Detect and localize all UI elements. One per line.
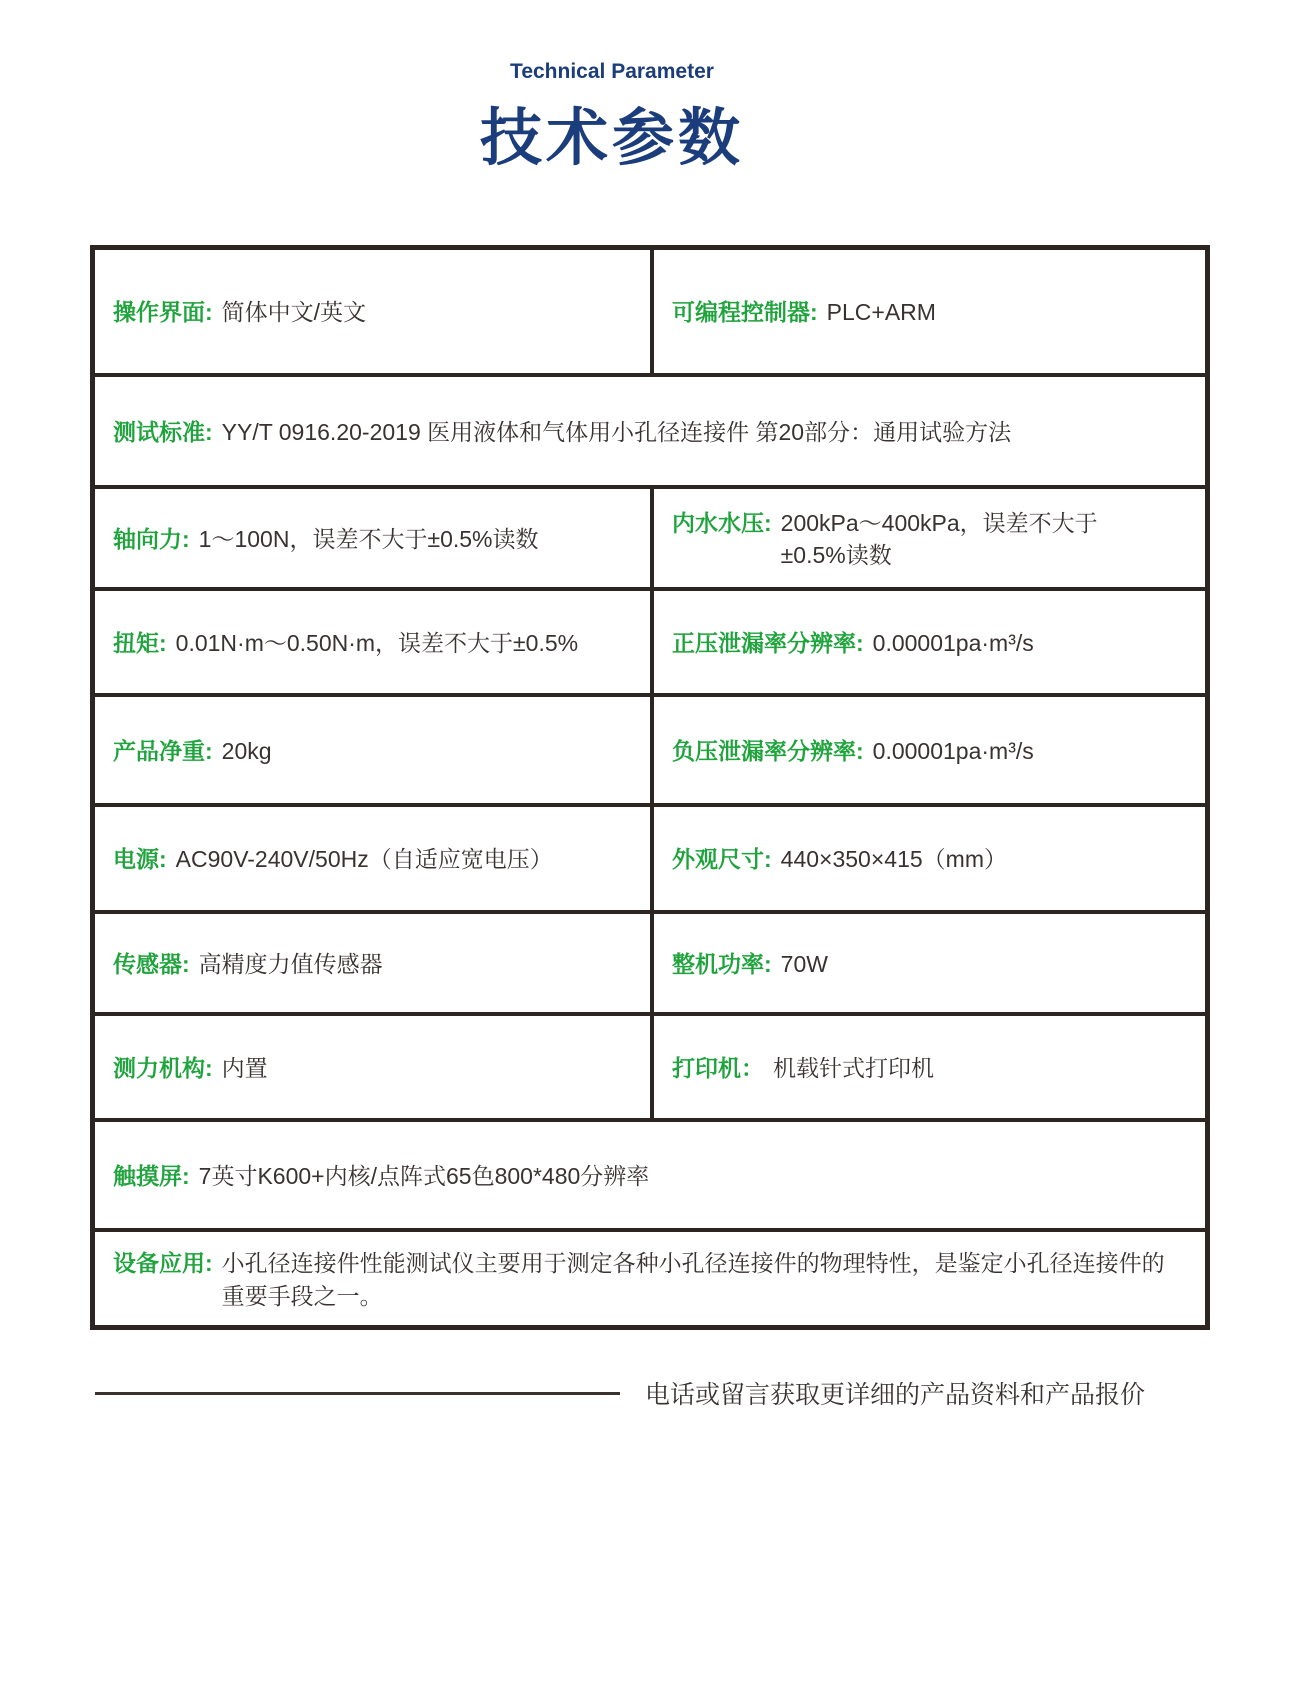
param-cell-axial-force: [95, 489, 650, 587]
param-label: 产品净重:: [113, 737, 213, 764]
param-label: 设备应用:: [113, 1250, 213, 1277]
page-subtitle: Technical Parameter: [510, 60, 714, 83]
param-cell-torque: [95, 591, 650, 693]
param-label: 扭矩:: [113, 629, 167, 656]
param-cell-water-pressure: [650, 489, 1205, 587]
table-row: [95, 1228, 1205, 1325]
param-cell-negative-leak-resolution: [650, 697, 1205, 803]
param-label: 整机功率:: [672, 950, 772, 977]
param-cell-sensor: [95, 914, 650, 1012]
footer: [95, 1368, 1225, 1418]
table-row: [95, 803, 1205, 910]
param-cell-power-supply: [95, 807, 650, 910]
page-title: 技术参数: [479, 104, 744, 173]
table-row: [95, 373, 1205, 485]
param-label: 打印机：: [672, 1054, 764, 1081]
param-value: 1～100N，误差不大于±0.5%读数: [198, 525, 539, 552]
table-row: [95, 1012, 1205, 1118]
param-label: 正压泄漏率分辨率:: [672, 629, 864, 656]
param-value: 内置: [221, 1054, 268, 1081]
param-cell-positive-leak-resolution: [650, 591, 1205, 693]
param-cell-dimensions: [650, 807, 1205, 910]
param-value: YY/T 0916.20-2019 医用液体和气体用小孔径连接件 第20部分：通用试验方法: [221, 418, 1012, 445]
table-row: [95, 587, 1205, 693]
param-value: 高精度力值传感器: [198, 950, 383, 977]
param-label: 操作界面:: [113, 299, 213, 326]
param-label: 传感器:: [113, 950, 190, 977]
param-cell-net-weight: [95, 697, 650, 803]
param-value: 70W: [780, 950, 828, 977]
table-row: [95, 910, 1205, 1012]
parameters-table: [90, 245, 1210, 1330]
table-row: [95, 1118, 1205, 1228]
param-value: AC90V-240V/50Hz（自适应宽电压）: [175, 846, 553, 873]
param-cell-printer: [650, 1016, 1205, 1118]
param-cell-application: [95, 1232, 1205, 1325]
param-value: 0.00001pa·m³/s: [872, 737, 1034, 764]
param-cell-total-power: [650, 914, 1205, 1012]
param-cell-plc-controller: [650, 250, 1205, 373]
param-cell-test-standard: [95, 377, 1205, 485]
param-value: 0.00001pa·m³/s: [872, 629, 1034, 656]
param-cell-force-mechanism: [95, 1016, 650, 1118]
param-label: 可编程控制器:: [672, 299, 818, 326]
param-label: 测力机构:: [113, 1054, 213, 1081]
param-value: 20kg: [221, 737, 272, 764]
divider-line: [95, 1392, 620, 1395]
param-value: 0.01N·m～0.50N·m，误差不大于±0.5%: [175, 629, 579, 656]
footer-note: 电话或留言获取更详细的产品资料和产品报价: [645, 1381, 1146, 1409]
param-label: 触摸屏:: [113, 1162, 190, 1189]
param-value: 小孔径连接件性能测试仪主要用于测定各种小孔径连接件的物理特性，是鉴定小孔径连接件的重要手段之一。: [221, 1250, 1165, 1309]
param-value: 200kPa～400kPa，误差不大于±0.5%读数: [780, 509, 1098, 568]
param-value: PLC+ARM: [826, 299, 936, 326]
table-row: [95, 250, 1205, 373]
param-label: 内水水压:: [672, 509, 772, 536]
table-row: [95, 485, 1205, 587]
param-value: 440×350×415（mm）: [780, 846, 1007, 873]
param-label: 电源:: [113, 846, 167, 873]
table-row: [95, 693, 1205, 803]
param-label: 外观尺寸:: [672, 846, 772, 873]
param-label: 负压泄漏率分辨率:: [672, 737, 864, 764]
param-value: 机载针式打印机: [773, 1054, 934, 1081]
param-value: 简体中文/英文: [221, 299, 367, 326]
param-label: 测试标准:: [113, 418, 213, 445]
param-value: 7英寸K600+内核/点阵式65色800*480分辨率: [198, 1162, 650, 1189]
param-label: 轴向力:: [113, 525, 190, 552]
param-cell-operation-interface: [95, 250, 650, 373]
param-cell-touch-screen: [95, 1122, 1205, 1228]
